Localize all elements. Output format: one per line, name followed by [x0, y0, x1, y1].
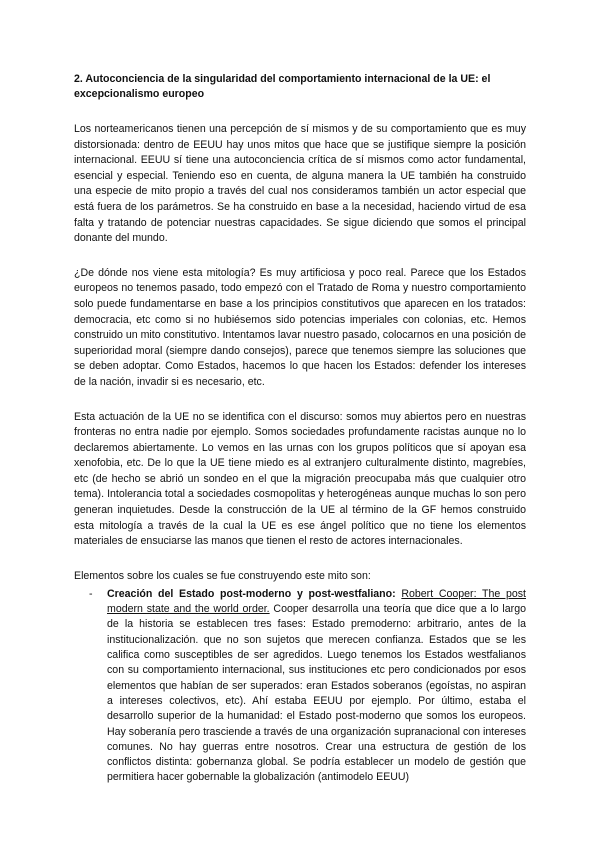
- list-bullet: -: [89, 587, 93, 600]
- paragraph-1: Los norteamericanos tienen una percepción de sí mismos y de su comportamiento que es muy distorsionada: dentro de EEUU hay unos mitos que hace que se justifique siempre la posición internacional. EEUU sí tiene una autoconciencia crítica de sí mismos como actor fundamental, esencial y especial. Teniendo eso en cuenta, de alguna manera la UE también ha construido una especie de mito propio a través del cual nos consideramos también un actor especial que está fuera de los parámetros. Se ha construido en base a la necesidad, haciendo virtud de esa falta y tratando de potenciar nuestras capacidades. Se sigue diciendo que somos el principal donante del mundo.: [74, 123, 526, 245]
- list-item-reference: Robert Cooper: The post modern state and the world order.: [107, 587, 526, 616]
- list-item-body: Cooper desarrolla una teoría que dice que a lo largo de la historia se establecen tres fases: Estado premoderno: arbitrario, antes de la institucionalización. que no son sujetos que merecen confianza. Estados que se les califica como susceptibles de ser agredidos. Luego tenemos los Estados westfalianos con su comportamiento internacional, sus instituciones etc pero condicionados por esos elementos que habían de ser superados: eran Estados soberanos (egoístas, no aspiran a intereses colectivos, etc). Ahí estaba EEUU por ejemplo. Por último, estaba el desarrollo superior de la humanidad: el Estado post-moderno que somos los europeos. Hay soberanía pero trasciende a través de una organización supranacional con intereses comunes. No hay guerras entre nosotros. Crear una estructura de gestión de los conflictos distinta: gobernanza global. Se podría establecer un modelo de gestión que permitiera hacer gobernable la globalización (antimodelo EEUU): [107, 603, 526, 784]
- section-heading: 2. Autoconciencia de la singularidad del comportamiento internacional de la UE: el excepcionalismo europeo: [74, 73, 491, 100]
- list-item-term: Creación del Estado post-moderno y post-westfaliano:: [107, 587, 396, 600]
- list-item: [89, 587, 526, 786]
- list-intro: Elementos sobre los cuales se fue construyendo este mito son:: [74, 569, 371, 582]
- paragraph-2: ¿De dónde nos viene esta mitología? Es muy artificiosa y poco real. Parece que los Estados europeos no tenemos pasado, todo empezó con el Tratado de Roma y nuestro comportamiento solo puede fundamentarse en base a los principios constitutivos que aparecen en los tratados: democracia, etc como si no hubiésemos sido potencias imperiales con colonias, etc. Hemos construido un mito constitutivo. Intentamos lavar nuestro pasado, colocarnos en una posición de superioridad moral (siempre dando consejos), parece que tenemos siempre las soluciones que se deben adoptar. Como Estados, hacemos lo que hacen los Estados: defender los intereses de la nación, invadir si es necesario, etc.: [74, 266, 526, 388]
- paragraph-3: Esta actuación de la UE no se identifica con el discurso: somos muy abiertos pero en nuestras fronteras no entra nadie por ejemplo. Somos sociedades profundamente racistas aunque no lo declaremos abiertamente. Lo vemos en las urnas con los grupos políticos que sí apoyan esa xenofobia, etc. De lo que la UE tiene miedo es al extranjero culturalmente distinto, magrebíes, etc (de hecho se abrió un sondeo en el que la migración preocupaba más que cualquier otro tema). Intolerancia total a sociedades cosmopolitas y heterogéneas aunque muchas lo son pero generan inquietudes. Desde la construcción de la UE al término de la GF hemos construido esta mitología a través de la cual la UE es ese ángel político que no tiene los elementos materiales de ensuciarse las manos que tienen el resto de actores internacionales.: [74, 410, 526, 548]
- elements-list: [74, 587, 526, 786]
